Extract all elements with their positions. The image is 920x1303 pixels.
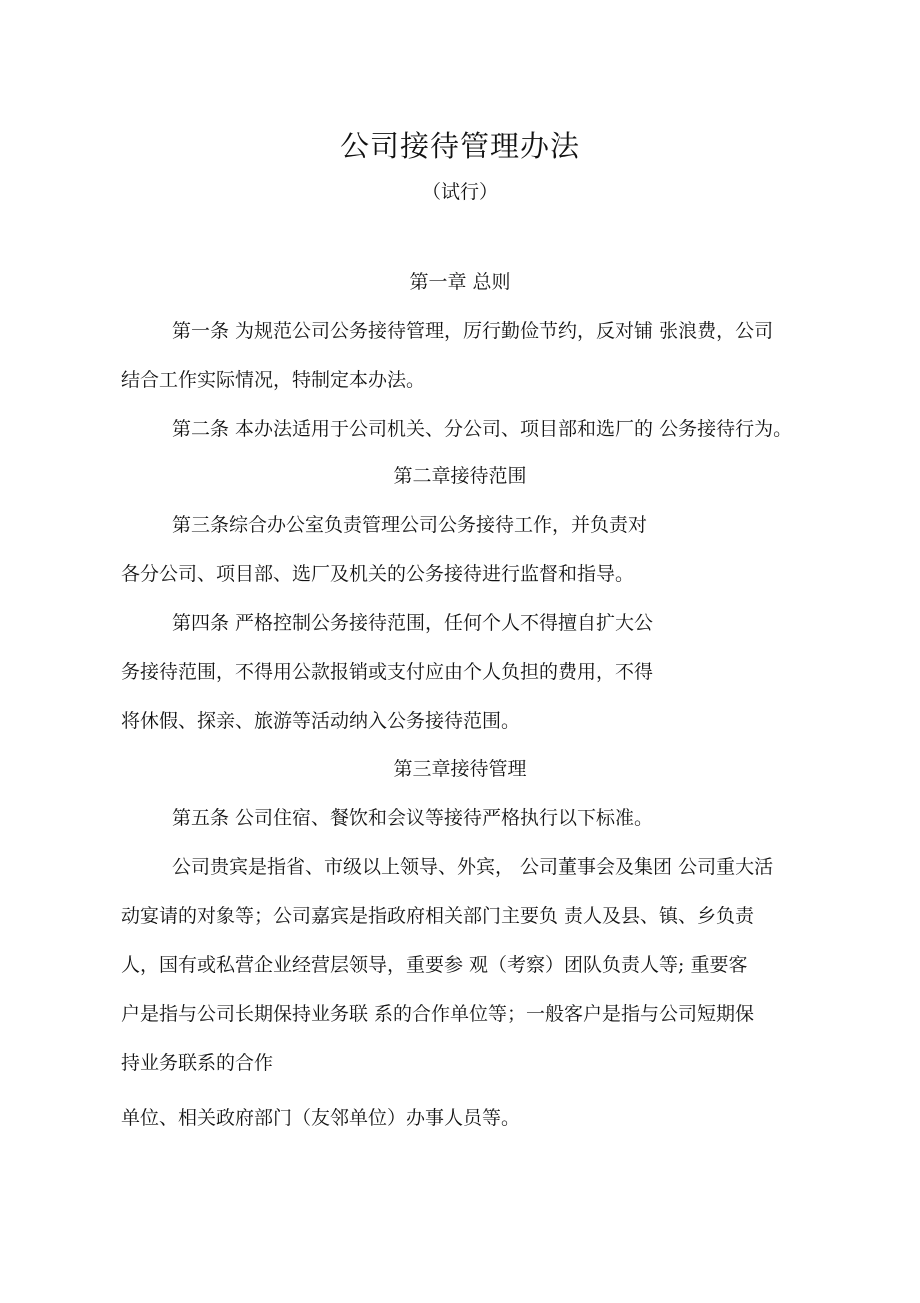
- document-subtitle: （试行）: [421, 181, 498, 203]
- paragraph-guests-line-2: 动宴请的对象等；公司嘉宾是指政府相关部门主要负 责人及县、镇、乡负责: [121, 905, 755, 927]
- chapter-2-heading: 第二章接待范围: [393, 465, 527, 487]
- article-4-line-1: 第四条 严格控制公务接待范围，任何个人不得擅自扩大公: [172, 612, 654, 634]
- article-4-line-2: 务接待范围，不得用公款报销或支付应由个人负担的费用，不得: [121, 661, 654, 683]
- chapter-1-heading: 第一章 总则: [409, 271, 511, 293]
- document-title: 公司接待管理办法: [339, 129, 580, 163]
- chapter-3-heading: 第三章接待管理: [393, 758, 527, 780]
- article-1-line-1: 第一条 为规范公司公务接待管理，厉行勤俭节约，反对铺 张浪费，公司: [172, 320, 774, 342]
- paragraph-guests-line-5: 持业务联系的合作: [121, 1052, 274, 1074]
- article-3-line-1: 第三条综合办公室负责管理公司公务接待工作，并负责对: [172, 514, 648, 536]
- article-4-line-3: 将休假、探亲、旅游等活动纳入公务接待范围。: [121, 710, 521, 732]
- paragraph-staff-line-1: 单位、相关政府部门（友邻单位）办事人员等。: [121, 1107, 521, 1129]
- article-5-line-1: 第五条 公司住宿、餐饮和会议等接待严格执行以下标准。: [172, 807, 654, 829]
- paragraph-guests-line-4: 户是指与公司长期保持业务联 系的合作单位等；一般客户是指与公司短期保: [121, 1003, 755, 1025]
- paragraph-guests-line-1: 公司贵宾是指省、市级以上领导、外宾， 公司董事会及集团 公司重大活: [172, 856, 774, 878]
- paragraph-guests-line-3: 人，国有或私营企业经营层领导，重要参 观（考察）团队负责人等; 重要客: [121, 954, 748, 976]
- article-2-line-1: 第二条 本办法适用于公司机关、分公司、项目部和选厂的 公务接待行为。: [172, 418, 793, 440]
- article-3-line-2: 各分公司、项目部、选厂及机关的公务接待进行监督和指导。: [121, 563, 635, 585]
- article-1-line-2: 结合工作实际情况，特制定本办法。: [121, 369, 426, 391]
